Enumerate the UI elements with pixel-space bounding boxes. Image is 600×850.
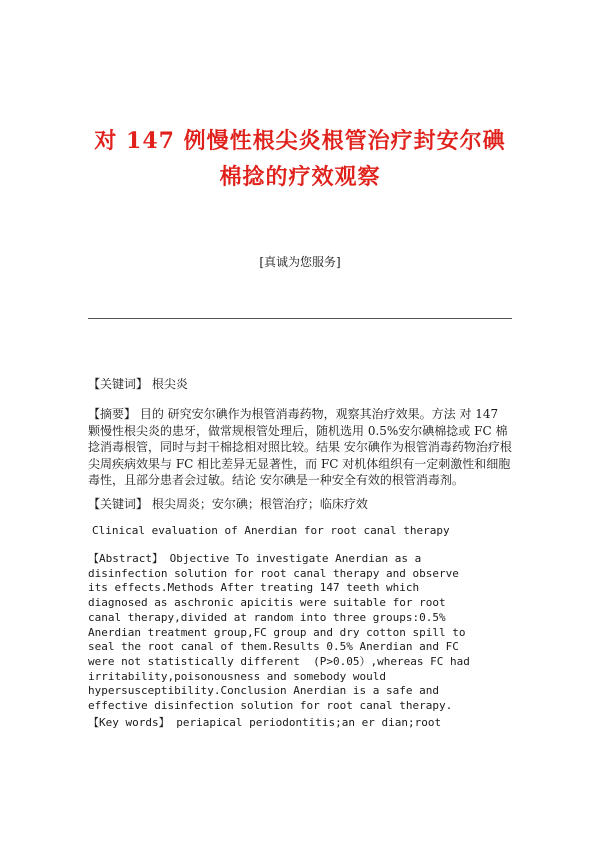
keywords-en-value: periapical periodontitis;an er dian;root [169, 716, 442, 729]
document-title-line-1: 对 147 例慢性根尖炎根管治疗封安尔碘 [94, 128, 506, 154]
service-motto: [真诚为您服务] [259, 255, 341, 269]
abstract-en-line: irritability,poisonousness and somebody would [88, 669, 387, 683]
abstract-en-line: hypersusceptibility.Conclusion Anerdian is a safe and [88, 684, 439, 698]
abstract-en-line: its effects.Methods After treating 147 teeth which [88, 581, 420, 595]
abstract-english [88, 552, 513, 714]
keywords-value: 根尖炎 [151, 377, 188, 391]
keywords-en-label: 【Key words】 [88, 716, 170, 729]
keywords-section-top [88, 376, 513, 392]
keywords-section-chinese [88, 496, 513, 512]
keywords-label: 【关键词】 [88, 377, 149, 391]
abstract-en-line: canal therapy,divided at random into three groups:0.5% [88, 610, 446, 624]
abstract-chinese [88, 406, 513, 489]
english-title: Clinical evaluation of Anerdian for root canal therapy [92, 524, 450, 537]
abstract-en-line: Anerdian treatment group,FC group and dry cotton spill to [88, 625, 466, 639]
document-title-line-2: 棉捻的疗效观察 [219, 164, 381, 190]
abstract-en-line: disinfection solution for root canal therapy and observe [88, 566, 459, 580]
keywords-cn-label: 【关键词】 [88, 497, 149, 511]
abstract-text: 目的 研究安尔碘作为根管消毒药物，观察其治疗效果。方法 对 147 颗慢性根尖炎的患牙，做常规根管处理后，随机选用 0.5%安尔碘棉捻或 FC 棉捻消毒根管，同时与封干棉捻相对照比较。结果 安尔碘作为根管消毒药物治疗根尖周疾病效果与 FC 相比差异无显著性，而 FC 对机体组织有一定刺激性和细胞毒性，且部分患者会过敏。结论 安尔碘是一种安全有效的根管消毒剂。 [88, 407, 512, 488]
abstract-label: 【摘要】 [88, 407, 137, 421]
keywords-section-english [88, 716, 513, 731]
keywords-cn-value: 根尖周炎；安尔碘；根管治疗；临床疗效 [151, 497, 368, 511]
abstract-en-line: were not statistically different (P>0.05）,whereas FC had [88, 654, 470, 668]
abstract-en-label: 【Abstract】 [88, 552, 163, 565]
abstract-en-line: seal the root canal of them.Results 0.5% Anerdian and FC [88, 640, 459, 654]
abstract-en-line: Objective To investigate Anerdian as a [162, 552, 422, 565]
abstract-en-line: diagnosed as aschronic apicitis were suitable for root [88, 596, 446, 610]
abstract-en-line: effective disinfection solution for root canal therapy. [88, 699, 453, 713]
divider-rule [88, 318, 512, 319]
